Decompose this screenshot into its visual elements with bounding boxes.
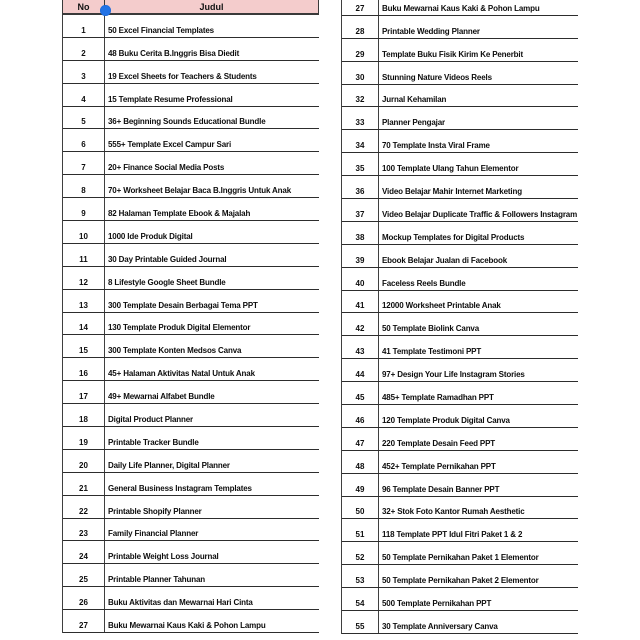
row-number-cell[interactable]: 2 xyxy=(63,38,105,60)
row-title-cell[interactable]: 50 Template Pernikahan Paket 2 Elementor xyxy=(382,576,539,586)
row-title-cell[interactable]: 50 Template Biolink Canva xyxy=(382,324,480,334)
row-title-cell[interactable]: Faceless Reels Bundle xyxy=(382,278,466,288)
table-row xyxy=(63,496,319,519)
row-title-cell[interactable]: 15 Template Resume Professional xyxy=(108,94,233,104)
table-row xyxy=(63,61,319,84)
row-number-cell[interactable]: 17 xyxy=(63,381,105,403)
row-number-cell[interactable]: 52 xyxy=(342,542,379,564)
row-number-cell[interactable]: 20 xyxy=(63,450,105,472)
row-number-cell[interactable]: 6 xyxy=(63,129,105,151)
row-number-cell[interactable]: 36 xyxy=(342,176,379,198)
row-title-cell[interactable]: Printable Shopify Planner xyxy=(108,506,202,516)
table-row xyxy=(63,129,319,152)
table-row xyxy=(342,359,578,382)
table-row xyxy=(63,473,319,496)
row-title-cell[interactable]: Daily Life Planner, Digital Planner xyxy=(108,460,230,470)
row-title-cell[interactable]: 97+ Design Your Life Instagram Stories xyxy=(382,370,525,380)
table-rows-left xyxy=(62,15,319,633)
row-title-cell[interactable]: 70+ Worksheet Belajar Baca B.Inggris Untuk Anak xyxy=(108,186,292,196)
table-row xyxy=(63,610,319,633)
table-row xyxy=(63,152,319,175)
row-number-cell[interactable]: 41 xyxy=(342,291,379,313)
table-row xyxy=(342,107,578,130)
row-title-cell[interactable]: Buku Mewarnai Kaus Kaki & Pohon Lampu xyxy=(108,621,266,631)
table-row xyxy=(342,519,578,542)
table-row xyxy=(342,542,578,565)
row-title-cell[interactable]: General Business Instagram Templates xyxy=(108,483,252,493)
table-row xyxy=(63,267,319,290)
table-row xyxy=(63,244,319,267)
row-title-cell[interactable]: 50 Excel Financial Templates xyxy=(108,25,214,35)
row-number-cell[interactable]: 4 xyxy=(63,84,105,106)
row-number-cell[interactable]: 35 xyxy=(342,153,379,175)
table-row xyxy=(63,587,319,610)
table-row xyxy=(63,221,319,244)
row-title-cell[interactable]: 30 Day Printable Guided Journal xyxy=(108,254,227,264)
row-title-cell[interactable]: 500 Template Pernikahan PPT xyxy=(382,599,492,609)
table-row xyxy=(342,199,578,222)
table-row xyxy=(63,198,319,221)
table-row xyxy=(342,474,578,497)
row-title-cell[interactable]: 120 Template Produk Digital Canva xyxy=(382,415,510,425)
row-title-cell[interactable]: 1000 Ide Produk Digital xyxy=(108,231,193,241)
table-row xyxy=(342,222,578,245)
row-number-cell[interactable]: 7 xyxy=(63,152,105,174)
table-row xyxy=(342,62,578,85)
row-title-cell[interactable]: Printable Wedding Planner xyxy=(382,26,480,36)
row-title-cell[interactable]: 8 Lifestyle Google Sheet Bundle xyxy=(108,277,226,287)
row-number-cell[interactable]: 13 xyxy=(63,290,105,312)
row-number-cell[interactable]: 15 xyxy=(63,335,105,357)
table-row xyxy=(342,565,578,588)
row-number-cell[interactable]: 14 xyxy=(63,313,105,335)
row-number-cell[interactable]: 55 xyxy=(342,611,379,633)
row-title-cell[interactable]: 100 Template Ulang Tahun Elementor xyxy=(382,164,519,174)
row-title-cell[interactable]: 485+ Template Ramadhan PPT xyxy=(382,393,494,403)
table-row xyxy=(342,291,578,314)
table-row xyxy=(63,84,319,107)
row-number-cell[interactable]: 49 xyxy=(342,474,379,496)
table-row xyxy=(342,176,578,199)
table-row xyxy=(63,15,319,38)
row-number-cell[interactable]: 50 xyxy=(342,497,379,519)
table-row xyxy=(63,564,319,587)
row-number-cell[interactable]: 25 xyxy=(63,564,105,586)
table-row xyxy=(342,0,578,16)
table-row xyxy=(342,405,578,428)
row-number-cell[interactable]: 8 xyxy=(63,175,105,197)
table-row xyxy=(63,107,319,130)
table-row xyxy=(342,268,578,291)
header-cell-judul[interactable]: Judul xyxy=(199,2,224,12)
selection-handle[interactable] xyxy=(100,5,111,16)
table-row xyxy=(63,38,319,61)
row-title-cell[interactable]: Template Buku Fisik Kirim Ke Penerbit xyxy=(382,49,524,59)
row-number-cell[interactable]: 53 xyxy=(342,565,379,587)
row-number-cell[interactable]: 39 xyxy=(342,245,379,267)
table-row xyxy=(342,85,578,108)
header-cell-no[interactable]: No xyxy=(63,0,105,13)
row-number-cell[interactable]: 51 xyxy=(342,519,379,541)
row-title-cell[interactable]: Printable Tracker Bundle xyxy=(108,437,199,447)
table-row xyxy=(63,427,319,450)
row-title-cell[interactable]: 70 Template Insta Viral Frame xyxy=(382,141,490,151)
row-number-cell[interactable]: 12 xyxy=(63,267,105,289)
row-number-cell[interactable]: 47 xyxy=(342,428,379,450)
row-title-cell[interactable]: 82 Halaman Template Ebook & Majalah xyxy=(108,209,251,219)
table-row xyxy=(342,313,578,336)
row-title-cell[interactable]: 452+ Template Pernikahan PPT xyxy=(382,461,496,471)
table-row xyxy=(342,336,578,359)
row-number-cell[interactable]: 21 xyxy=(63,473,105,495)
table-row xyxy=(63,335,319,358)
table-row xyxy=(342,611,578,634)
row-title-cell[interactable]: 19 Excel Sheets for Teachers & Students xyxy=(108,71,257,81)
row-number-cell[interactable]: 27 xyxy=(342,0,379,15)
row-number-cell[interactable]: 33 xyxy=(342,107,379,129)
row-title-cell[interactable]: 30 Template Anniversary Canva xyxy=(382,621,498,631)
row-title-cell[interactable]: Jurnal Kehamilan xyxy=(382,95,447,105)
row-title-cell[interactable]: Video Belajar Duplicate Traffic & Followers Instagram xyxy=(382,209,578,219)
row-number-cell[interactable]: 24 xyxy=(63,541,105,563)
product-table-left xyxy=(62,0,319,633)
row-title-cell[interactable]: 12000 Worksheet Printable Anak xyxy=(382,301,501,311)
table-row xyxy=(63,404,319,427)
row-number-cell[interactable]: 23 xyxy=(63,519,105,541)
row-title-cell[interactable]: Buku Aktivitas dan Mewarnai Hari Cinta xyxy=(108,598,253,608)
table-row xyxy=(342,153,578,176)
row-title-cell[interactable]: Ebook Belajar Jualan di Facebook xyxy=(382,255,508,265)
row-title-cell[interactable]: Mockup Templates for Digital Products xyxy=(382,232,525,242)
row-title-cell[interactable]: 130 Template Produk Digital Elementor xyxy=(108,323,251,333)
table-row xyxy=(342,130,578,153)
table-row xyxy=(342,588,578,611)
table-row xyxy=(342,39,578,62)
row-title-cell[interactable]: Video Belajar Mahir Internet Marketing xyxy=(382,187,522,197)
row-title-cell[interactable]: 50 Template Pernikahan Paket 1 Elementor xyxy=(382,553,539,563)
row-number-cell[interactable]: 9 xyxy=(63,198,105,220)
row-number-cell[interactable]: 46 xyxy=(342,405,379,427)
row-number-cell[interactable]: 54 xyxy=(342,588,379,610)
table-row xyxy=(342,451,578,474)
row-number-cell[interactable]: 11 xyxy=(63,244,105,266)
row-title-cell[interactable]: 555+ Template Excel Campur Sari xyxy=(108,140,232,150)
table-rows-right xyxy=(341,0,578,634)
row-title-cell[interactable]: 220 Template Desain Feed PPT xyxy=(382,438,496,448)
row-number-cell[interactable]: 19 xyxy=(63,427,105,449)
row-number-cell[interactable]: 32 xyxy=(342,85,379,107)
table-row xyxy=(63,381,319,404)
row-title-cell[interactable]: Stunning Nature Videos Reels xyxy=(382,72,492,82)
table-row xyxy=(342,16,578,39)
product-table-right xyxy=(341,0,578,634)
row-title-cell[interactable]: 36+ Beginning Sounds Educational Bundle xyxy=(108,117,266,127)
row-number-cell[interactable]: 18 xyxy=(63,404,105,426)
row-number-cell[interactable]: 30 xyxy=(342,62,379,84)
table-row xyxy=(63,313,319,336)
row-title-cell[interactable]: 41 Template Testimoni PPT xyxy=(382,347,482,357)
row-title-cell[interactable]: 118 Template PPT Idul Fitri Paket 1 & 2 xyxy=(382,530,523,540)
table-row xyxy=(342,382,578,405)
row-number-cell[interactable]: 26 xyxy=(63,587,105,609)
row-number-cell[interactable]: 29 xyxy=(342,39,379,61)
row-title-cell[interactable]: Family Financial Planner xyxy=(108,529,199,539)
table-row xyxy=(63,519,319,542)
row-number-cell[interactable]: 34 xyxy=(342,130,379,152)
table-row xyxy=(342,245,578,268)
row-title-cell[interactable]: 45+ Halaman Aktivitas Natal Untuk Anak xyxy=(108,369,255,379)
row-number-cell[interactable]: 16 xyxy=(63,358,105,380)
row-number-cell[interactable]: 5 xyxy=(63,107,105,129)
row-number-cell[interactable]: 45 xyxy=(342,382,379,404)
row-number-cell[interactable]: 38 xyxy=(342,222,379,244)
row-title-cell[interactable]: 300 Template Konten Medsos Canva xyxy=(108,346,242,356)
row-number-cell[interactable]: 10 xyxy=(63,221,105,243)
row-title-cell[interactable]: Printable Weight Loss Journal xyxy=(108,552,219,562)
row-number-cell[interactable]: 28 xyxy=(342,16,379,38)
table-row xyxy=(63,290,319,313)
row-number-cell[interactable]: 43 xyxy=(342,336,379,358)
row-title-cell[interactable]: 49+ Mewarnai Alfabet Bundle xyxy=(108,392,215,402)
row-number-cell[interactable]: 37 xyxy=(342,199,379,221)
row-number-cell[interactable]: 3 xyxy=(63,61,105,83)
row-number-cell[interactable]: 22 xyxy=(63,496,105,518)
table-row xyxy=(342,497,578,520)
row-title-cell[interactable]: 32+ Stok Foto Kantor Rumah Aesthetic xyxy=(382,507,525,517)
row-number-cell[interactable]: 27 xyxy=(63,610,105,632)
table-row xyxy=(63,175,319,198)
row-number-cell[interactable]: 1 xyxy=(63,15,105,37)
row-title-cell[interactable]: Planner Pengajar xyxy=(382,118,445,128)
row-number-cell[interactable]: 44 xyxy=(342,359,379,381)
row-number-cell[interactable]: 40 xyxy=(342,268,379,290)
row-title-cell[interactable]: Buku Mewarnai Kaus Kaki & Pohon Lampu xyxy=(382,3,540,13)
row-title-cell[interactable]: Digital Product Planner xyxy=(108,415,194,425)
table-row xyxy=(63,450,319,473)
table-row xyxy=(342,428,578,451)
row-number-cell[interactable]: 48 xyxy=(342,451,379,473)
row-title-cell[interactable]: 48 Buku Cerita B.Inggris Bisa Diedit xyxy=(108,48,240,58)
table-row xyxy=(63,541,319,564)
row-number-cell[interactable]: 42 xyxy=(342,313,379,335)
table-row xyxy=(63,358,319,381)
row-title-cell[interactable]: 20+ Finance Social Media Posts xyxy=(108,163,225,173)
row-title-cell[interactable]: Printable Planner Tahunan xyxy=(108,575,206,585)
row-title-cell[interactable]: 96 Template Desain Banner PPT xyxy=(382,484,500,494)
row-title-cell[interactable]: 300 Template Desain Berbagai Tema PPT xyxy=(108,300,258,310)
